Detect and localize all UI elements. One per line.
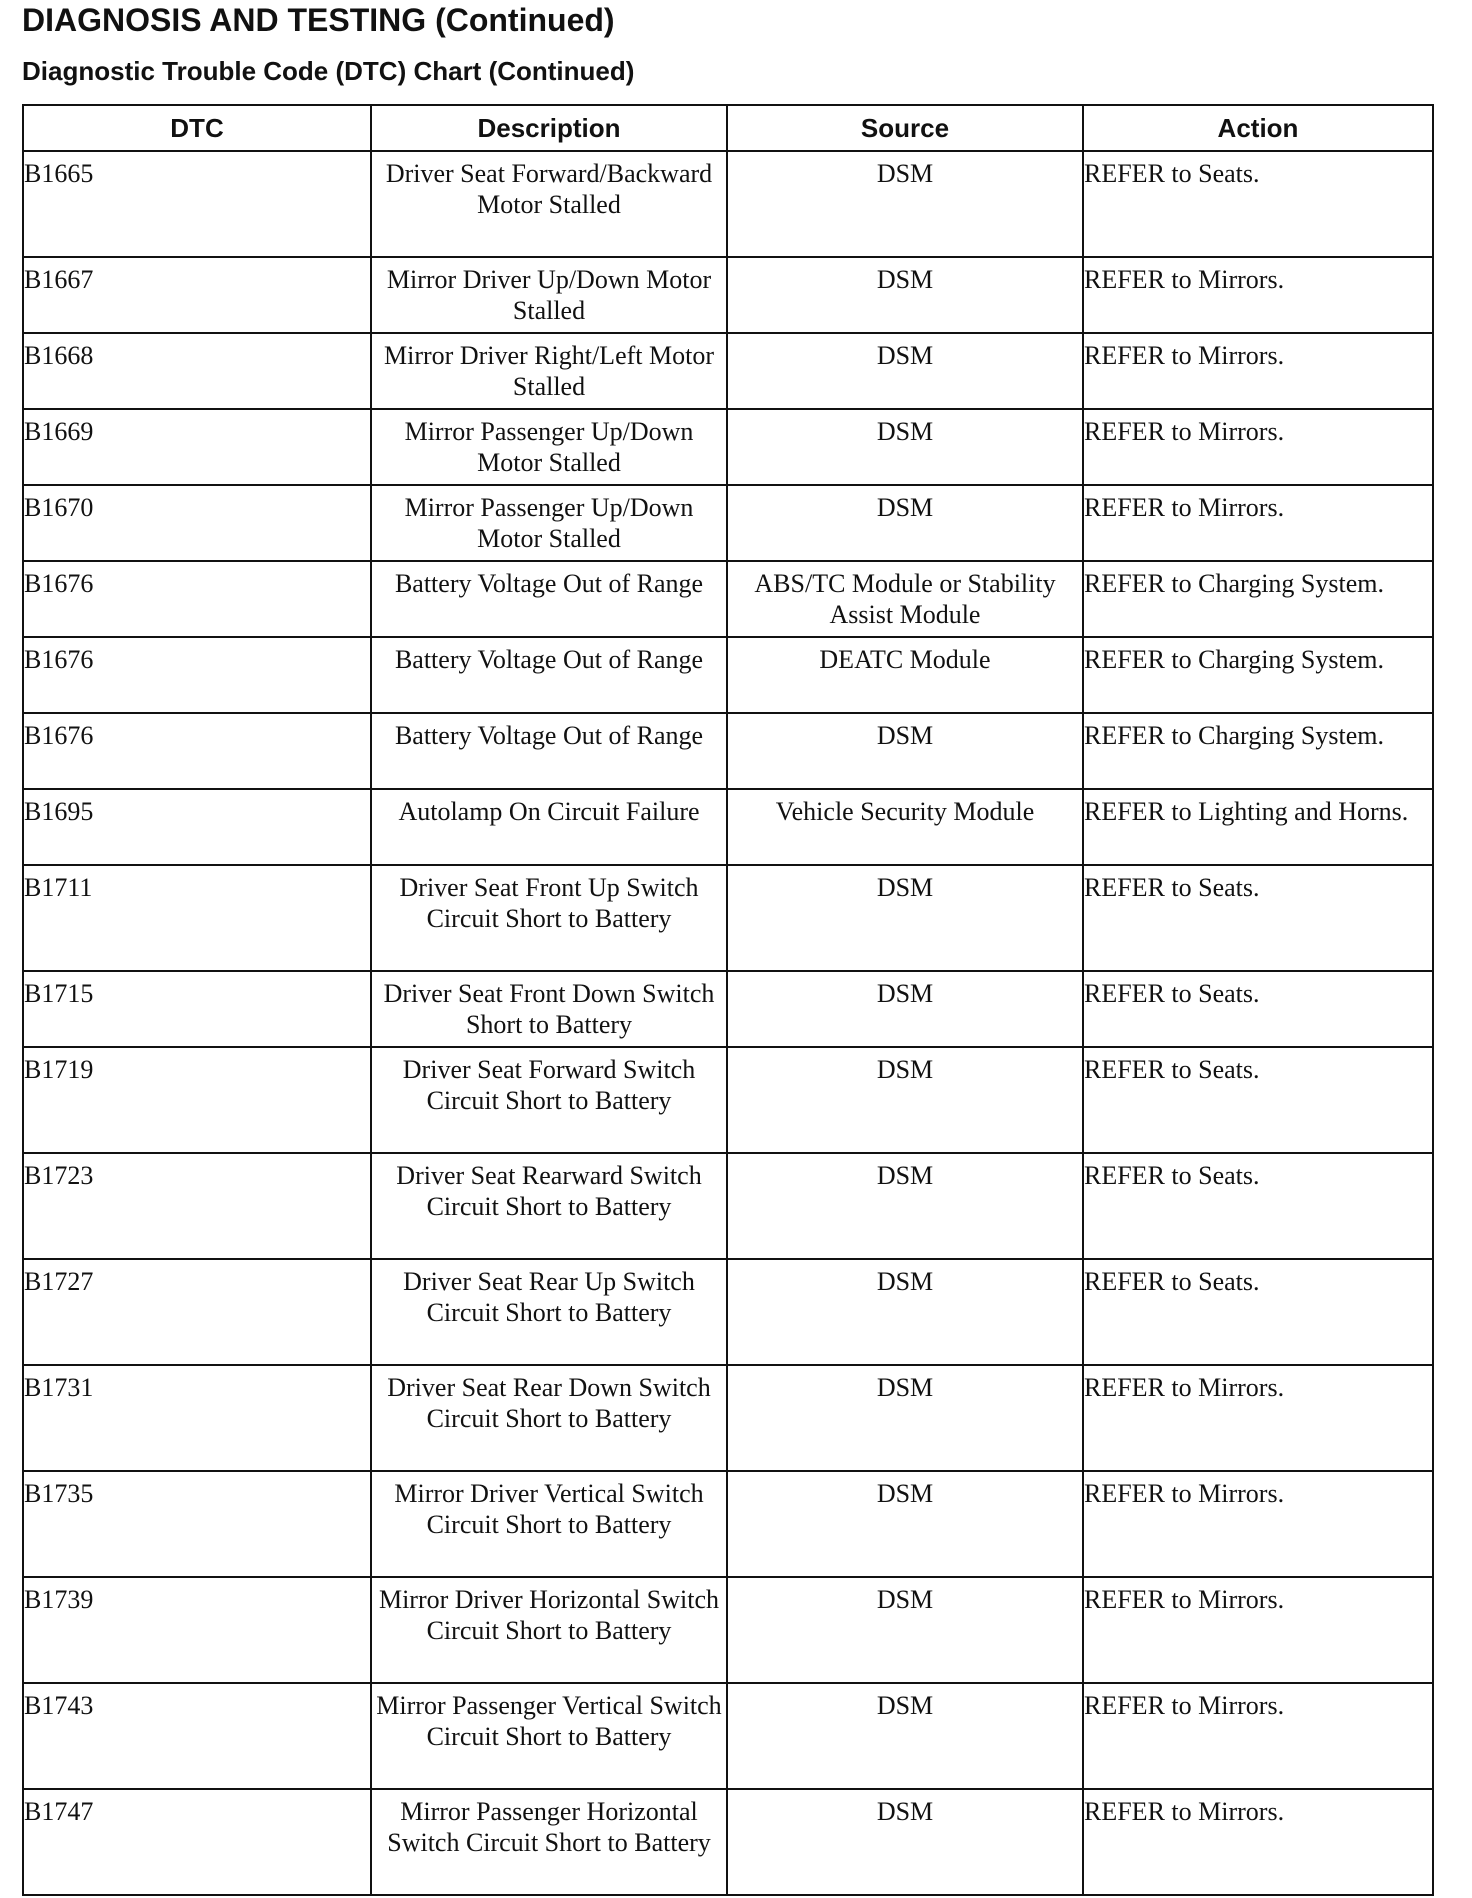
cell-source: DSM [727, 409, 1083, 485]
cell-source: DSM [727, 1153, 1083, 1259]
cell-dtc: B1667 [23, 257, 371, 333]
cell-action: REFER to Charging System. [1083, 713, 1433, 789]
table-row [23, 713, 1433, 789]
table-row [23, 151, 1433, 257]
cell-source: DSM [727, 713, 1083, 789]
cell-action: REFER to Charging System. [1083, 561, 1433, 637]
table-row [23, 1789, 1433, 1895]
cell-dtc: B1719 [23, 1047, 371, 1153]
cell-action: REFER to Mirrors. [1083, 333, 1433, 409]
cell-description: Mirror Driver Horizontal Switch Circuit Short to Battery [371, 1577, 727, 1683]
table-row [23, 333, 1433, 409]
cell-source: DSM [727, 1683, 1083, 1789]
cell-action: REFER to Seats. [1083, 1153, 1433, 1259]
cell-dtc: B1723 [23, 1153, 371, 1259]
table-row [23, 971, 1433, 1047]
cell-action: REFER to Mirrors. [1083, 409, 1433, 485]
cell-source: DSM [727, 1365, 1083, 1471]
cell-dtc: B1695 [23, 789, 371, 865]
header-dtc: DTC [23, 105, 371, 151]
cell-description: Mirror Passenger Horizontal Switch Circuit Short to Battery [371, 1789, 727, 1895]
cell-action: REFER to Mirrors. [1083, 1471, 1433, 1577]
table-row [23, 485, 1433, 561]
cell-description: Driver Seat Front Up Switch Circuit Short to Battery [371, 865, 727, 971]
cell-action: REFER to Mirrors. [1083, 1683, 1433, 1789]
cell-dtc: B1747 [23, 1789, 371, 1895]
cell-source: DSM [727, 1259, 1083, 1365]
cell-dtc: B1715 [23, 971, 371, 1047]
header-action: Action [1083, 105, 1433, 151]
cell-dtc: B1735 [23, 1471, 371, 1577]
table-row [23, 1153, 1433, 1259]
cell-description: Battery Voltage Out of Range [371, 561, 727, 637]
table-row [23, 865, 1433, 971]
cell-dtc: B1670 [23, 485, 371, 561]
cell-source: DSM [727, 865, 1083, 971]
cell-description: Mirror Driver Vertical Switch Circuit Short to Battery [371, 1471, 727, 1577]
cell-action: REFER to Seats. [1083, 1047, 1433, 1153]
header-source: Source [727, 105, 1083, 151]
table-row [23, 1047, 1433, 1153]
cell-dtc: B1665 [23, 151, 371, 257]
table-caption: Diagnostic Trouble Code (DTC) Chart (Continued) [22, 56, 635, 86]
cell-source: DEATC Module [727, 637, 1083, 713]
cell-dtc: B1676 [23, 561, 371, 637]
cell-action: REFER to Lighting and Horns. [1083, 789, 1433, 865]
table-header-row [23, 105, 1433, 151]
page-title: DIAGNOSIS AND TESTING (Continued) [22, 2, 615, 38]
cell-source: ABS/TC Module or Stability Assist Module [727, 561, 1083, 637]
cell-action: REFER to Mirrors. [1083, 1789, 1433, 1895]
cell-action: REFER to Mirrors. [1083, 257, 1433, 333]
cell-description: Driver Seat Rear Up Switch Circuit Short to Battery [371, 1259, 727, 1365]
cell-dtc: B1668 [23, 333, 371, 409]
cell-description: Autolamp On Circuit Failure [371, 789, 727, 865]
cell-source: Vehicle Security Module [727, 789, 1083, 865]
cell-description: Mirror Passenger Vertical Switch Circuit Short to Battery [371, 1683, 727, 1789]
cell-description: Battery Voltage Out of Range [371, 637, 727, 713]
cell-description: Battery Voltage Out of Range [371, 713, 727, 789]
cell-action: REFER to Mirrors. [1083, 1365, 1433, 1471]
table-row [23, 257, 1433, 333]
cell-dtc: B1743 [23, 1683, 371, 1789]
cell-action: REFER to Seats. [1083, 151, 1433, 257]
cell-source: DSM [727, 1471, 1083, 1577]
header-description: Description [371, 105, 727, 151]
cell-description: Mirror Passenger Up/Down Motor Stalled [371, 409, 727, 485]
cell-action: REFER to Seats. [1083, 1259, 1433, 1365]
cell-action: REFER to Mirrors. [1083, 1577, 1433, 1683]
cell-description: Driver Seat Forward Switch Circuit Short to Battery [371, 1047, 727, 1153]
table-row [23, 637, 1433, 713]
cell-source: DSM [727, 1789, 1083, 1895]
cell-source: DSM [727, 971, 1083, 1047]
cell-dtc: B1727 [23, 1259, 371, 1365]
cell-source: DSM [727, 1577, 1083, 1683]
cell-description: Driver Seat Forward/Backward Motor Stalled [371, 151, 727, 257]
cell-dtc: B1676 [23, 713, 371, 789]
table-row [23, 1259, 1433, 1365]
table-row [23, 1683, 1433, 1789]
cell-description: Driver Seat Rear Down Switch Circuit Short to Battery [371, 1365, 727, 1471]
cell-description: Mirror Passenger Up/Down Motor Stalled [371, 485, 727, 561]
cell-source: DSM [727, 257, 1083, 333]
table-row [23, 1365, 1433, 1471]
cell-dtc: B1731 [23, 1365, 371, 1471]
cell-action: REFER to Seats. [1083, 865, 1433, 971]
cell-dtc: B1739 [23, 1577, 371, 1683]
cell-description: Driver Seat Rearward Switch Circuit Short to Battery [371, 1153, 727, 1259]
cell-action: REFER to Charging System. [1083, 637, 1433, 713]
table-row [23, 789, 1433, 865]
table-row [23, 1577, 1433, 1683]
cell-dtc: B1669 [23, 409, 371, 485]
cell-description: Driver Seat Front Down Switch Short to Battery [371, 971, 727, 1047]
cell-description: Mirror Driver Up/Down Motor Stalled [371, 257, 727, 333]
cell-source: DSM [727, 333, 1083, 409]
table-row [23, 1471, 1433, 1577]
cell-action: REFER to Seats. [1083, 971, 1433, 1047]
cell-action: REFER to Mirrors. [1083, 485, 1433, 561]
cell-source: DSM [727, 151, 1083, 257]
table-row [23, 409, 1433, 485]
table-row [23, 561, 1433, 637]
cell-source: DSM [727, 485, 1083, 561]
cell-dtc: B1676 [23, 637, 371, 713]
cell-dtc: B1711 [23, 865, 371, 971]
dtc-chart-table [22, 104, 1434, 1896]
cell-source: DSM [727, 1047, 1083, 1153]
cell-description: Mirror Driver Right/Left Motor Stalled [371, 333, 727, 409]
